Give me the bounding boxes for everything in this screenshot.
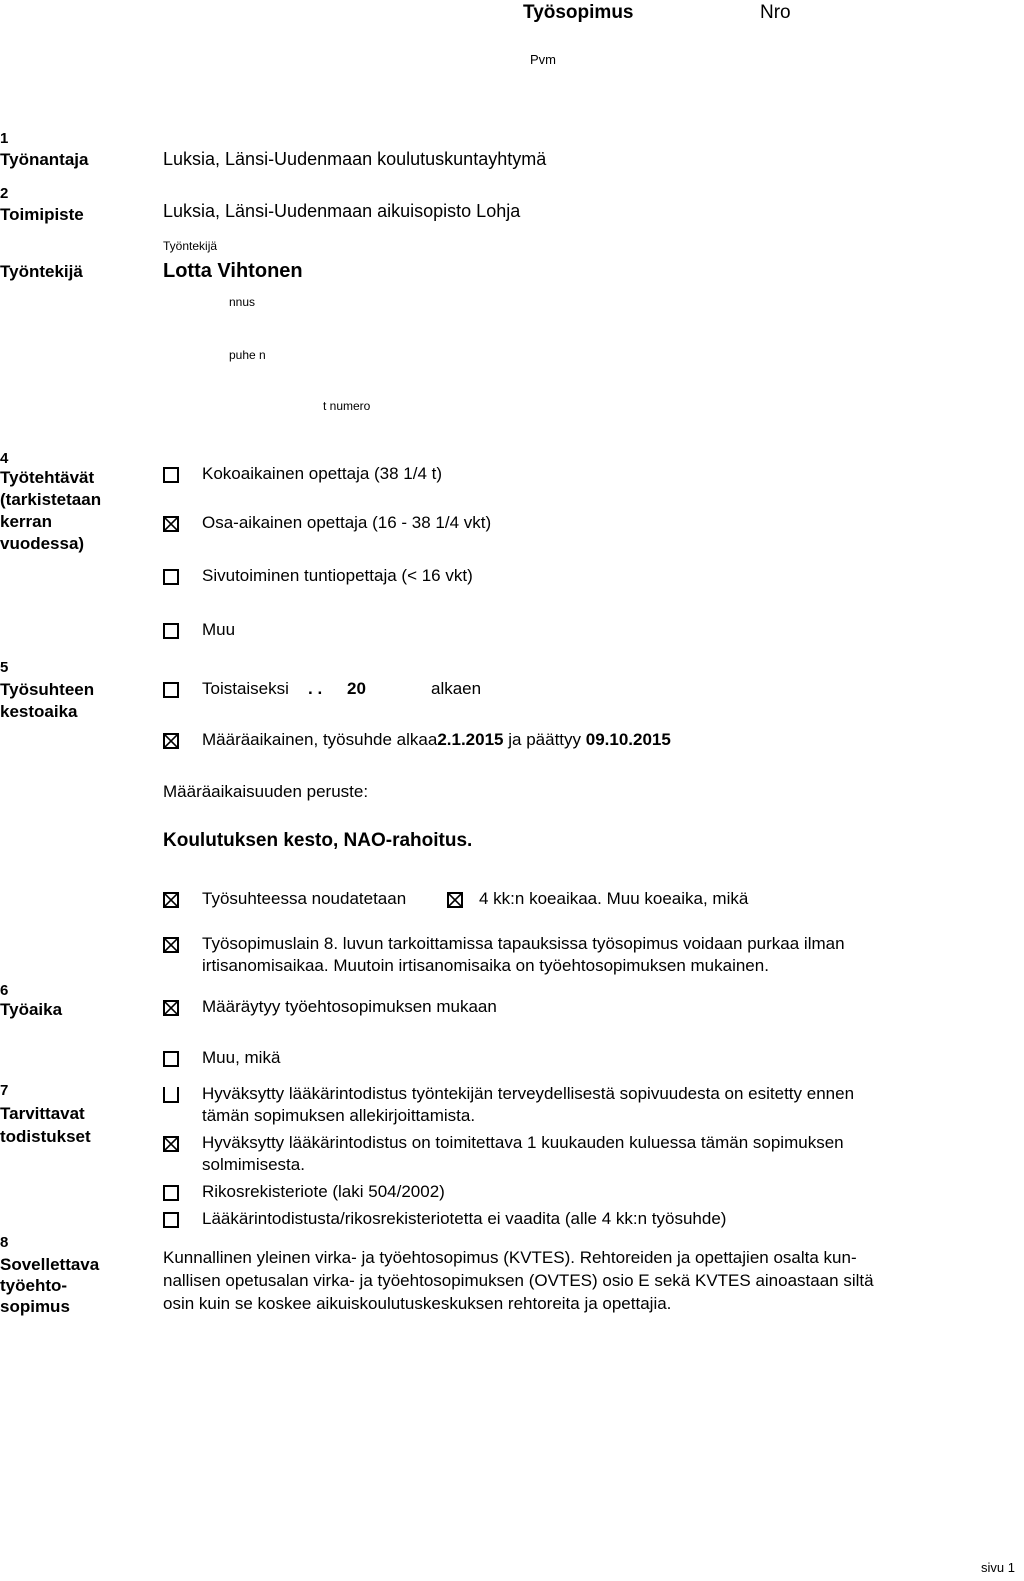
- section-2-number: 2: [0, 185, 9, 202]
- todistus-toimitettava-line-1: Hyväksytty lääkärintodistus on toimitettava 1 kuukauden kuluessa tämän sopimuksen: [202, 1133, 844, 1152]
- checkbox-todistus-toimitettava[interactable]: [163, 1136, 179, 1152]
- section-6-number: 6: [0, 982, 9, 999]
- maaraytyy-text: Määräytyy työehtosopimuksen mukaan: [202, 997, 497, 1016]
- check-x-icon: [165, 939, 177, 951]
- option-kokoaikainen: Kokoaikainen opettaja (38 1/4 t): [202, 464, 443, 483]
- checkbox-todistus-esitetty[interactable]: [163, 1087, 179, 1103]
- section-7-label-2: todistukset: [0, 1127, 91, 1146]
- irtisanominen-line-2: irtisanomisaikaa. Muutoin irtisanomisaika on työehtosopimuksen mukainen.: [202, 956, 769, 975]
- checkbox-osa-aikainen[interactable]: [163, 516, 179, 532]
- muu-tyoaika-text: Muu, mikä: [202, 1048, 281, 1067]
- tes-line-2: nallisen opetusalan virka- ja työehtosopimuksen (OVTES) osio E sekä KVTES ainoastaan siltä: [163, 1271, 874, 1290]
- check-x-icon: [165, 1002, 177, 1014]
- pvm-label: Pvm: [530, 52, 556, 67]
- check-x-icon: [165, 735, 177, 747]
- check-x-icon: [165, 894, 177, 906]
- maaraaikainen-text-a: Määräaikainen, työsuhde alkaa: [202, 730, 438, 749]
- start-date: 2.1.2015: [437, 730, 504, 749]
- toistaiseksi-dots: . .: [308, 679, 323, 698]
- koeaika-text-a: Työsuhteessa noudatetaan: [202, 889, 407, 908]
- section-1-label: Työnantaja: [0, 150, 89, 169]
- section-4-label-2: (tarkistetaan: [0, 490, 102, 509]
- section-8-label-1: Sovellettava: [0, 1255, 100, 1274]
- maaraaikainen-line: [202, 730, 671, 750]
- option-toistaiseksi: Toistaiseksi: [202, 679, 289, 698]
- section-4-label-1: Työtehtävät: [0, 468, 95, 487]
- check-x-icon: [165, 518, 177, 530]
- checkbox-irtisanominen[interactable]: [163, 937, 179, 953]
- todistus-esitetty-line-2: tämän sopimuksen allekirjoittamista.: [202, 1106, 476, 1125]
- employee-name: Lotta Vihtonen: [163, 260, 303, 282]
- checkbox-sivutoiminen[interactable]: [163, 569, 179, 585]
- irtisanominen-line-1: Työsopimuslain 8. luvun tarkoittamissa tapauksissa työsopimus voidaan purkaa ilman: [202, 934, 845, 953]
- option-osa-aikainen: Osa-aikainen opettaja (16 - 38 1/4 vkt): [202, 513, 492, 532]
- todistus-toimitettava-line-2: solmimisesta.: [202, 1155, 305, 1174]
- section-2-label: Toimipiste: [0, 205, 84, 224]
- tes-line-3: osin kuin se koskee aikuiskoulutuskeskuksen rehtoreita ja opettajia.: [163, 1294, 672, 1313]
- employer-value: Luksia, Länsi-Uudenmaan koulutuskuntayhtymä: [163, 149, 547, 169]
- document-title: Työsopimus: [523, 2, 634, 23]
- option-sivutoiminen: Sivutoiminen tuntiopettaja (< 16 vkt): [202, 566, 473, 585]
- employee-field-a: nnus: [229, 295, 256, 309]
- section-4-label-4: vuodessa): [0, 534, 85, 553]
- toistaiseksi-suffix: alkaen: [431, 679, 482, 698]
- checkbox-koeaika[interactable]: [163, 892, 179, 908]
- checkbox-maaraytyy[interactable]: [163, 1000, 179, 1016]
- check-x-icon: [165, 1138, 177, 1150]
- check-x-icon: [449, 894, 461, 906]
- koeaika-text-b: 4 kk:n koeaikaa. Muu koeaika, mikä: [479, 889, 749, 908]
- peruste-value: Koulutuksen kesto, NAO-rahoitus.: [163, 830, 473, 851]
- checkbox-muu-tyoaika[interactable]: [163, 1051, 179, 1067]
- employee-small-label: Työntekijä: [163, 239, 218, 253]
- workplace-value: Luksia, Länsi-Uudenmaan aikuisopisto Lohja: [163, 201, 521, 221]
- section-5-label-1: Työsuhteen: [0, 680, 95, 699]
- option-muu-tehtava: Muu: [202, 620, 236, 639]
- todistus-esitetty-line-1: Hyväksytty lääkärintodistus työntekijän terveydellisestä sopivuudesta on esitetty ennen: [202, 1084, 855, 1103]
- employee-field-b: puhe n: [229, 348, 266, 362]
- rikosrekisteriote-text: Rikosrekisteriote (laki 504/2002): [202, 1182, 445, 1201]
- nro-label: Nro: [760, 2, 791, 23]
- section-3-label: Työntekijä: [0, 262, 83, 281]
- section-8-label-3: sopimus: [0, 1297, 70, 1316]
- section-4-number: 4: [0, 450, 9, 467]
- maaraaikainen-text-b: ja päättyy: [508, 730, 582, 749]
- peruste-label: Määräaikaisuuden peruste:: [163, 782, 369, 801]
- ei-vaadita-text: Lääkärintodistusta/rikosrekisteriotetta ei vaadita (alle 4 kk:n työsuhde): [202, 1209, 727, 1228]
- section-8-label-2: työehto-: [0, 1276, 68, 1295]
- end-date: 09.10.2015: [585, 730, 671, 749]
- section-5-label-2: kestoaika: [0, 702, 78, 721]
- checkbox-kokoaikainen[interactable]: [163, 467, 179, 483]
- section-1-number: 1: [0, 130, 9, 147]
- checkbox-rikosrekisteriote[interactable]: [163, 1185, 179, 1201]
- toistaiseksi-year: 20: [347, 679, 366, 698]
- section-5-number: 5: [0, 659, 9, 676]
- section-4-label-3: kerran: [0, 512, 52, 531]
- checkbox-muu-tehtava[interactable]: [163, 623, 179, 639]
- employee-field-c: t numero: [323, 399, 371, 413]
- checkbox-ei-vaadita[interactable]: [163, 1212, 179, 1228]
- checkbox-toistaiseksi[interactable]: [163, 682, 179, 698]
- checkbox-koeaika-4kk[interactable]: [447, 892, 463, 908]
- tes-line-1: Kunnallinen yleinen virka- ja työehtosopimus (KVTES). Rehtoreiden ja opettajien osalta kun-: [163, 1248, 857, 1267]
- page-number: sivu 1: [981, 1560, 1015, 1575]
- section-8-number: 8: [0, 1234, 9, 1251]
- section-6-label: Työaika: [0, 1000, 63, 1019]
- section-7-label-1: Tarvittavat: [0, 1104, 85, 1123]
- checkbox-maaraaikainen[interactable]: [163, 733, 179, 749]
- section-7-number: 7: [0, 1082, 9, 1099]
